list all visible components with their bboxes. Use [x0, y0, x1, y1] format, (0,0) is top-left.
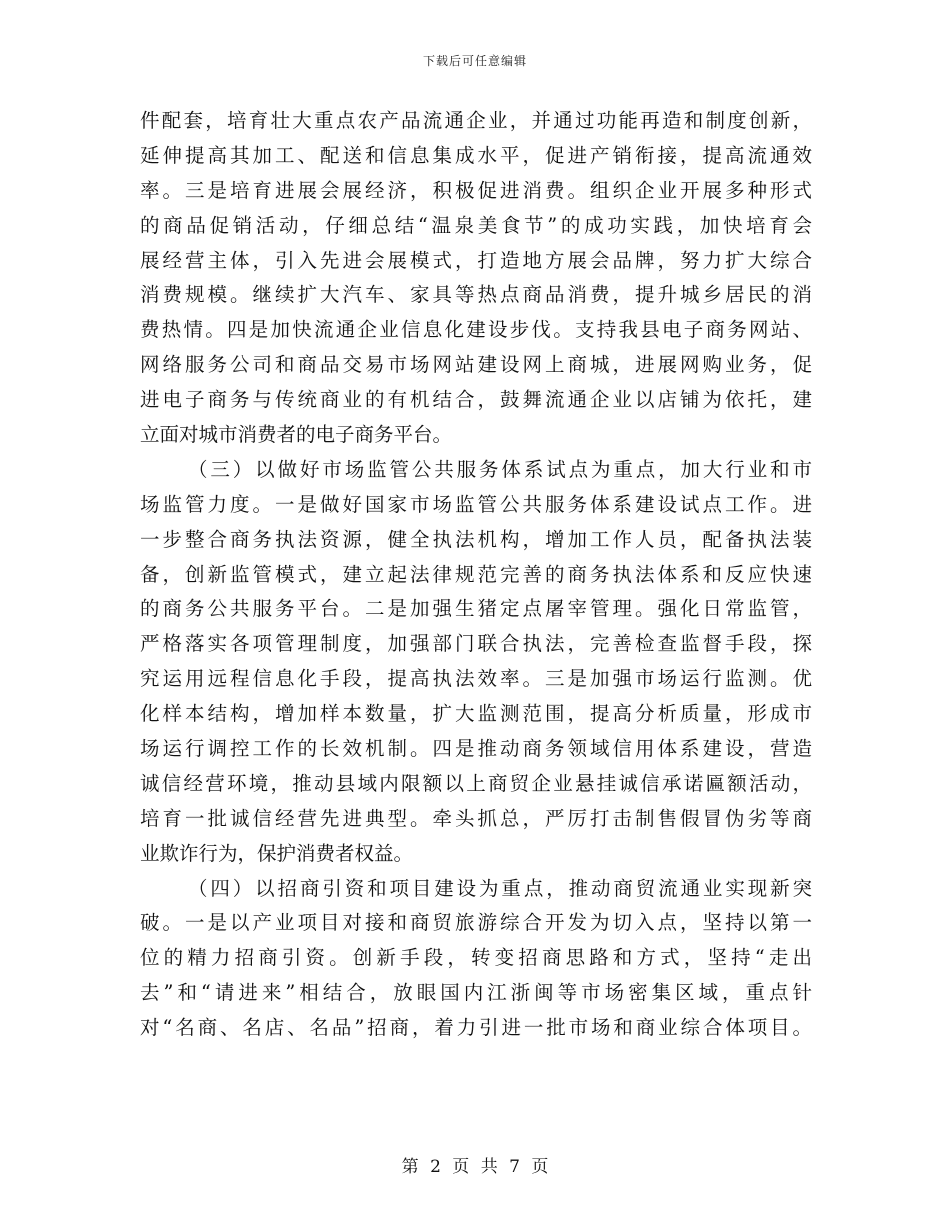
text-line: （四）以招商引资和项目建设为重点，推动商贸流通业实现新突	[188, 876, 812, 900]
text-line: 费热情。四是加快流通企业信息化建设步伐。支持我县电子商务网站、	[140, 318, 812, 342]
text-line: （三）以做好市场监管公共服务体系试点为重点，加大行业和市	[188, 457, 812, 481]
text-line: 延伸提高其加工、配送和信息集成水平，促进产销衔接，提高流通效	[140, 143, 812, 167]
text-line: 破。一是以产业项目对接和商贸旅游综合开发为切入点，坚持以第一	[140, 911, 812, 935]
page-header: 下载后可任意编辑	[422, 54, 527, 68]
text-line: 备，创新监管模式，建立起法律规范完善的商务执法体系和反应快速	[140, 562, 812, 586]
text-line: 位的精力招商引资。创新手段，转变招商思路和方式，坚持“走出	[140, 946, 812, 970]
text-line: 场运行调控工作的长效机制。四是推动商务领域信用体系建设，营造	[140, 737, 812, 761]
text-line: 一步整合商务执法资源，健全执法机构，增加工作人员，配备执法装	[140, 527, 812, 551]
text-line: 立面对城市消费者的电子商务平台。	[140, 423, 453, 447]
text-line: 培育一批诚信经营先进典型。牵头抓总，严厉打击制售假冒伪劣等商	[140, 806, 812, 830]
text-line: 严格落实各项管理制度，加强部门联合执法，完善检查监督手段，探	[140, 632, 812, 656]
text-line: 场监管力度。一是做好国家市场监管公共服务体系建设试点工作。进	[140, 492, 812, 516]
text-line: 化样本结构，增加样本数量，扩大监测范围，提高分析质量，形成市	[140, 702, 812, 726]
text-line: 对“名商、名店、名品”招商，着力引进一批市场和商业综合体项目。	[140, 1016, 812, 1040]
text-line: 展经营主体，引入先进会展模式，打造地方展会品牌，努力扩大综合	[140, 248, 812, 272]
document-body	[140, 104, 812, 1046]
text-line: 件配套，培育壮大重点农产品流通企业，并通过功能再造和制度创新，	[140, 109, 812, 132]
text-line: 的商务公共服务平台。二是加强生猪定点屠宰管理。强化日常监管，	[140, 597, 812, 621]
text-line: 究运用远程信息化手段，提高执法效率。三是加强市场运行监测。优	[140, 667, 812, 691]
text-line: 业欺诈行为，保护消费者权益。	[140, 841, 414, 865]
text-line: 消费规模。继续扩大汽车、家具等热点商品消费，提升城乡居民的消	[140, 283, 812, 307]
text-line: 率。三是培育进展会展经济，积极促进消费。组织企业开展多种形式	[140, 178, 812, 202]
text-line: 诚信经营环境，推动县域内限额以上商贸企业悬挂诚信承诺匾额活动，	[140, 771, 812, 795]
text-line: 进电子商务与传统商业的有机结合，鼓舞流通企业以店铺为依托，建	[140, 388, 812, 412]
text-line: 网络服务公司和商品交易市场网站建设网上商城，进展网购业务，促	[140, 353, 812, 377]
text-line: 去”和“请进来”相结合，放眼国内江浙闽等市场密集区域，重点针	[140, 981, 812, 1005]
text-line: 的商品促销活动，仔细总结“温泉美食节”的成功实践，加快培育会	[140, 213, 812, 237]
page-footer: 第 2 页 共 7 页	[401, 1157, 549, 1177]
